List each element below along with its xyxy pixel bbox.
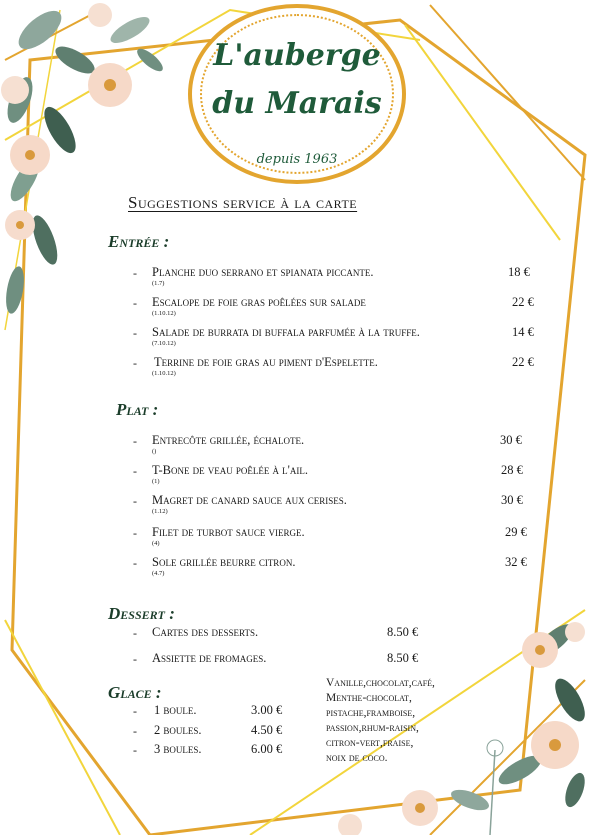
entree-item-price: 18 € — [508, 265, 530, 279]
section-heading-glace: Glace : — [108, 683, 162, 702]
entree-item-name: Salade de burrata di buffala parfumée à la truffe. — [152, 325, 420, 339]
entree-item-name: Terrine de foie gras au piment d'Espelette. — [154, 355, 378, 369]
glace-flavours — [326, 676, 486, 766]
bullet-dash: - — [133, 556, 137, 570]
dessert-item-price: 8.50 € — [387, 651, 419, 665]
plat-item-price: 32 € — [505, 555, 527, 569]
bullet-dash: - — [133, 704, 137, 718]
entree-item-price: 22 € — [512, 355, 534, 369]
bullet-dash: - — [133, 356, 137, 370]
plat-item-price: 30 € — [501, 493, 523, 507]
flavour-line: passion,rhum-raisin, — [326, 722, 419, 734]
glace-item-name: 2 boules. — [154, 723, 202, 737]
bullet-dash: - — [133, 266, 137, 280]
menu-title: Suggestions service à la carte — [128, 193, 358, 212]
bullet-dash: - — [133, 526, 137, 540]
plat-item-allergens: (4) — [152, 540, 160, 547]
plat-item-name: T-Bone de veau poêlée à l'ail. — [152, 463, 308, 477]
bullet-dash: - — [133, 464, 137, 478]
plat-item-allergens: (1.12) — [152, 508, 168, 515]
plat-item-allergens: (1) — [152, 478, 160, 485]
section-heading-dessert: Dessert : — [108, 604, 175, 623]
restaurant-logo — [188, 4, 406, 184]
flavour-line: citron-vert,fraise, — [326, 737, 414, 749]
bullet-dash: - — [133, 494, 137, 508]
entree-item-allergens: (7.10.12) — [152, 340, 176, 347]
plat-item-name: Entrecôte grillée, échalote. — [152, 433, 305, 447]
plat-item-price: 29 € — [505, 525, 527, 539]
entree-item-name: Planche duo serrano et spianata piccante. — [152, 265, 374, 279]
flavour-line: pistache,framboise, — [326, 707, 416, 719]
bullet-dash: - — [133, 724, 137, 738]
section-heading-plat: Plat : — [116, 400, 159, 419]
dessert-item-name: Assiette de fromages. — [152, 651, 267, 665]
plat-item-price: 28 € — [501, 463, 523, 477]
plat-item-name: Filet de turbot sauce vierge. — [152, 525, 305, 539]
entree-item-price: 22 € — [512, 295, 534, 309]
entree-item-allergens: (1.10.12) — [152, 310, 176, 317]
logo-name-line2: du Marais — [212, 86, 382, 121]
dessert-item-price: 8.50 € — [387, 625, 419, 639]
bullet-dash: - — [133, 743, 137, 757]
entree-item-name: Escalope de foie gras poêlées sur salade — [152, 295, 366, 309]
glace-item-price: 4.50 € — [251, 723, 283, 737]
bullet-dash: - — [133, 326, 137, 340]
plat-item-allergens: () — [152, 448, 157, 455]
logo-name-line1: L'auberge — [213, 38, 381, 73]
entree-item-allergens: (1.10.12) — [152, 370, 176, 377]
bullet-dash: - — [133, 296, 137, 310]
entree-item-allergens: (1.7) — [152, 280, 165, 287]
flavour-line: Vanille,chocolat,café, — [326, 677, 435, 689]
flavour-line: noix de coco. — [326, 752, 388, 764]
flavour-line: Menthe-chocolat, — [326, 692, 412, 704]
glace-item-price: 3.00 € — [251, 703, 283, 717]
entree-item-price: 14 € — [512, 325, 534, 339]
plat-item-name: Magret de canard sauce aux cerises. — [152, 493, 347, 507]
plat-item-allergens: (4.7) — [152, 570, 165, 577]
logo-since: depuis 1963 — [256, 152, 338, 167]
plat-item-name: Sole grillée beurre citron. — [152, 555, 296, 569]
glace-item-price: 6.00 € — [251, 742, 283, 756]
glace-item-name: 1 boule. — [154, 703, 197, 717]
plat-item-price: 30 € — [500, 433, 522, 447]
bullet-dash: - — [133, 626, 137, 640]
section-heading-entree: Entrée : — [108, 232, 170, 251]
glace-item-name: 3 boules. — [154, 742, 202, 756]
bullet-dash: - — [133, 434, 137, 448]
bullet-dash: - — [133, 652, 137, 666]
dessert-item-name: Cartes des desserts. — [152, 625, 259, 639]
